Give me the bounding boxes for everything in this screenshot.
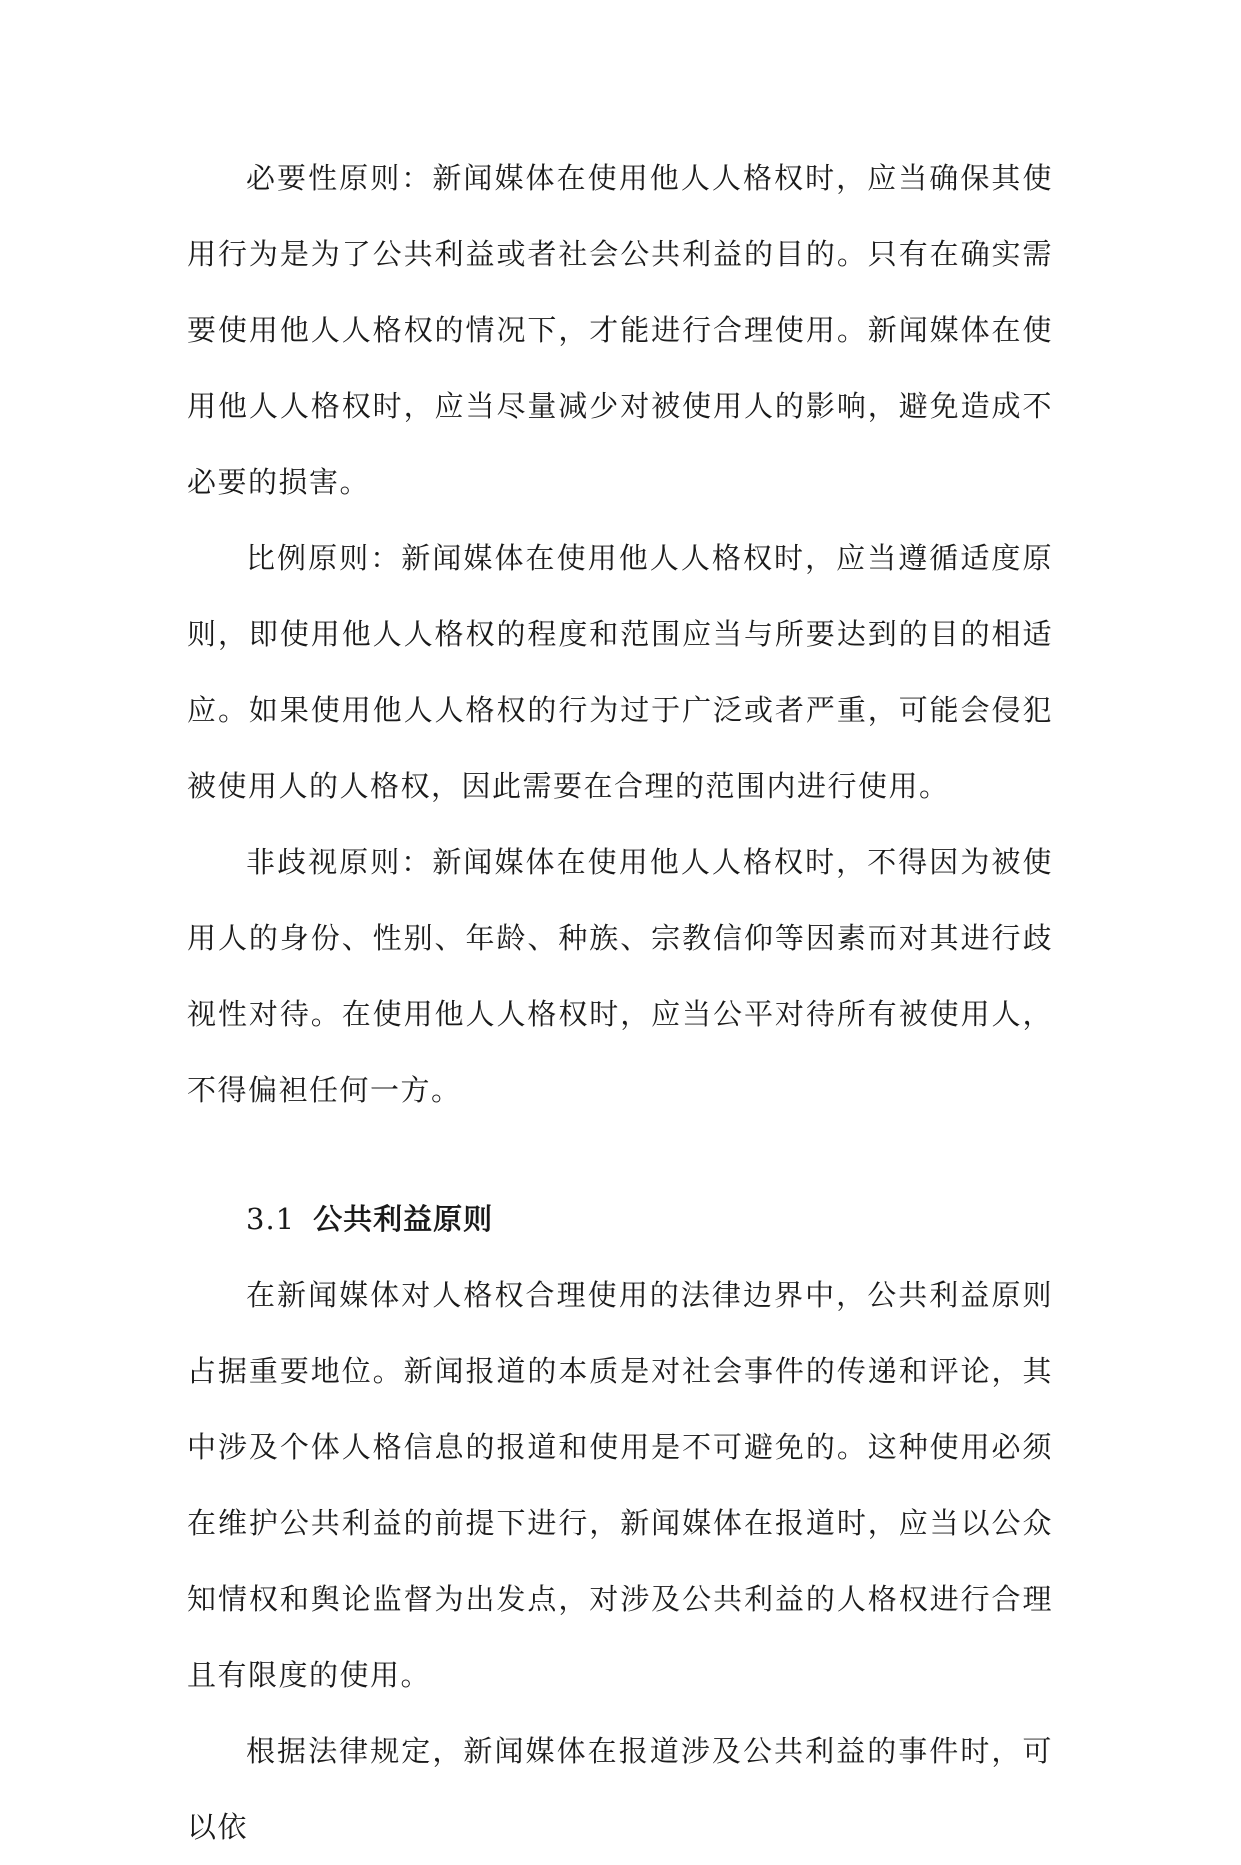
section-heading [187, 1181, 1053, 1257]
section-number: 3.1 [246, 1202, 296, 1236]
paragraph-legal-provisions: 根据法律规定，新闻媒体在报道涉及公共利益的事件时，可以依 [187, 1734, 1053, 1844]
section-title: 公共利益原则 [313, 1202, 494, 1236]
paragraph-necessity-principle: 必要性原则：新闻媒体在使用他人人格权时，应当确保其使用行为是为了公共利益或者社会公共利益的目的。只有在确实需要使用他人人格权的情况下，才能进行合理使用。新闻媒体在使用他人人格权时，应当尽量减少对被使用人的影响，避免造成不必要的损害。 [187, 161, 1053, 499]
paragraph-public-interest-intro: 在新闻媒体对人格权合理使用的法律边界中，公共利益原则占据重要地位。新闻报道的本质是对社会事件的传递和评论，其中涉及个体人格信息的报道和使用是不可避免的。这种使用必须在维护公共利益的前提下进行，新闻媒体在报道时，应当以公众知情权和舆论监督为出发点，对涉及公共利益的人格权进行合理且有限度的使用。 [187, 1278, 1053, 1692]
paragraph-non-discrimination-principle: 非歧视原则：新闻媒体在使用他人人格权时，不得因为被使用人的身份、性别、年龄、种族、宗教信仰等因素而对其进行歧视性对待。在使用他人人格权时，应当公平对待所有被使用人，不得偏袒任何一方。 [187, 845, 1053, 1107]
document-body [187, 140, 1053, 1865]
paragraph-proportionality-principle: 比例原则：新闻媒体在使用他人人格权时，应当遵循适度原则，即使用他人人格权的程度和范围应当与所要达到的目的相适应。如果使用他人人格权的行为过于广泛或者严重，可能会侵犯被使用人的人格权，因此需要在合理的范围内进行使用。 [187, 541, 1053, 803]
